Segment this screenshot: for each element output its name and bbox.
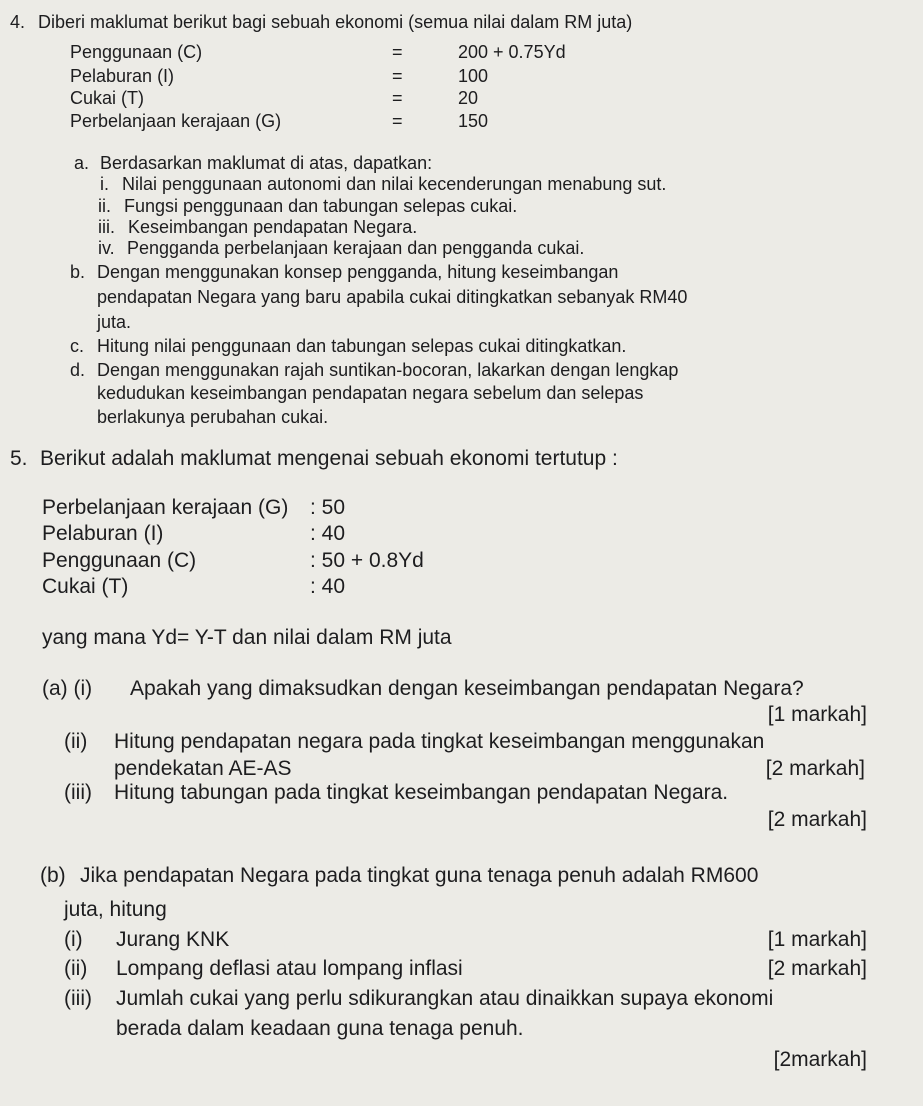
part-a-i-mark: [1 markah] [767,703,867,726]
info-value: : 40 [310,575,346,598]
part-b-line: Jika pendapatan Negara pada tingkat guna tenaga penuh adalah RM600 [80,864,759,887]
part-a-ii-line: Hitung pendapatan negara pada tingkat keseimbangan menggunakan [114,730,765,753]
part-a-iii-text: Hitung tabungan pada tingkat keseimbangan pendapatan Negara. [114,781,729,804]
info-label: Pelaburan (I) [42,522,164,545]
info-value: : 40 [310,522,346,545]
part-a-item-num: iii. [98,217,115,237]
row-eq: = [392,111,403,131]
part-d-line: berlakunya perubahan cukai. [97,407,329,427]
info-label: Perbelanjaan kerajaan (G) [42,496,289,519]
info-label: Penggunaan (C) [42,549,197,572]
part-a-item-text: Fungsi penggunaan dan tabungan selepas cukai. [124,196,518,216]
row-label: Pelaburan (I) [70,66,175,86]
part-a-i-text: Apakah yang dimaksudkan dengan keseimbangan pendapatan Negara? [130,677,804,700]
info-label: Cukai (T) [42,575,129,598]
part-b-ii-text: Lompang deflasi atau lompang inflasi [116,957,463,980]
part-b-line: pendapatan Negara yang baru apabila cukai ditingkatkan sebanyak RM40 [97,287,688,307]
part-b-iii-mark: [2markah] [773,1048,867,1071]
question-5-intro: Berikut adalah maklumat mengenai sebuah ekonomi tertutup : [40,447,618,470]
part-a-iii-label: (iii) [64,781,92,804]
part-a-item-text: Pengganda perbelanjaan kerajaan dan pengganda cukai. [127,238,585,258]
row-label: Cukai (T) [70,88,145,108]
part-b-line: juta, hitung [64,898,167,921]
part-b-ii-mark: [2 markah] [767,957,867,980]
part-a-item-num: iv. [98,238,115,258]
row-value: 150 [458,111,489,131]
question-4-number: 4. [10,12,26,32]
part-b-i-text: Jurang KNK [116,928,230,951]
row-eq: = [392,66,403,86]
info-value: : 50 + 0.8Yd [310,549,424,572]
part-b-iii-line: berada dalam keadaan guna tenaga penuh. [116,1017,524,1040]
info-value: : 50 [310,496,346,519]
part-a-letter: a. [74,153,90,173]
question-4-intro: Diberi maklumat berikut bagi sebuah ekonomi (semua nilai dalam RM juta) [38,12,633,32]
part-a-ii-mark: [2 markah] [765,757,865,780]
part-c-letter: c. [70,336,85,356]
part-d-line: Dengan menggunakan rajah suntikan-bocoran, lakarkan dengan lengkap [97,360,679,380]
row-label: Penggunaan (C) [70,42,203,62]
part-a-item-text: Nilai penggunaan autonomi dan nilai kecenderungan menabung sut. [122,174,667,194]
part-a-ii-label: (ii) [64,730,88,753]
row-eq: = [392,88,403,108]
part-b-ii-label: (ii) [64,957,88,980]
row-eq: = [392,42,403,62]
row-value: 20 [458,88,479,108]
part-b-iii-line: Jumlah cukai yang perlu sdikurangkan atau dinaikkan supaya ekonomi [116,987,774,1010]
part-b-iii-label: (iii) [64,987,92,1010]
row-value: 100 [458,66,489,86]
part-a-i-label: (a) (i) [42,677,93,700]
part-b-letter: b. [70,262,86,282]
part-b-i-label: (i) [64,928,83,951]
part-d-letter: d. [70,360,86,380]
part-b-line: Dengan menggunakan konsep pengganda, hitung keseimbangan [97,262,619,282]
part-c-text: Hitung nilai penggunaan dan tabungan selepas cukai ditingkatkan. [97,336,627,356]
row-label: Perbelanjaan kerajaan (G) [70,111,282,131]
question-5-note: yang mana Yd= Y-T dan nilai dalam RM juta [42,626,452,649]
part-b-line: juta. [97,312,132,332]
part-a-item-num: ii. [98,196,111,216]
part-b-label: (b) [40,864,66,887]
question-5-number: 5. [10,447,28,470]
row-value: 200 + 0.75Yd [458,42,566,62]
part-b-i-mark: [1 markah] [767,928,867,951]
part-a-item-text: Keseimbangan pendapatan Negara. [128,217,418,237]
part-a-ii-line: pendekatan AE-AS [114,757,292,780]
part-d-line: kedudukan keseimbangan pendapatan negara sebelum dan selepas [97,383,644,403]
part-a-item-num: i. [100,174,109,194]
part-a-iii-mark: [2 markah] [767,808,867,831]
part-a-text: Berdasarkan maklumat di atas, dapatkan: [100,153,433,173]
